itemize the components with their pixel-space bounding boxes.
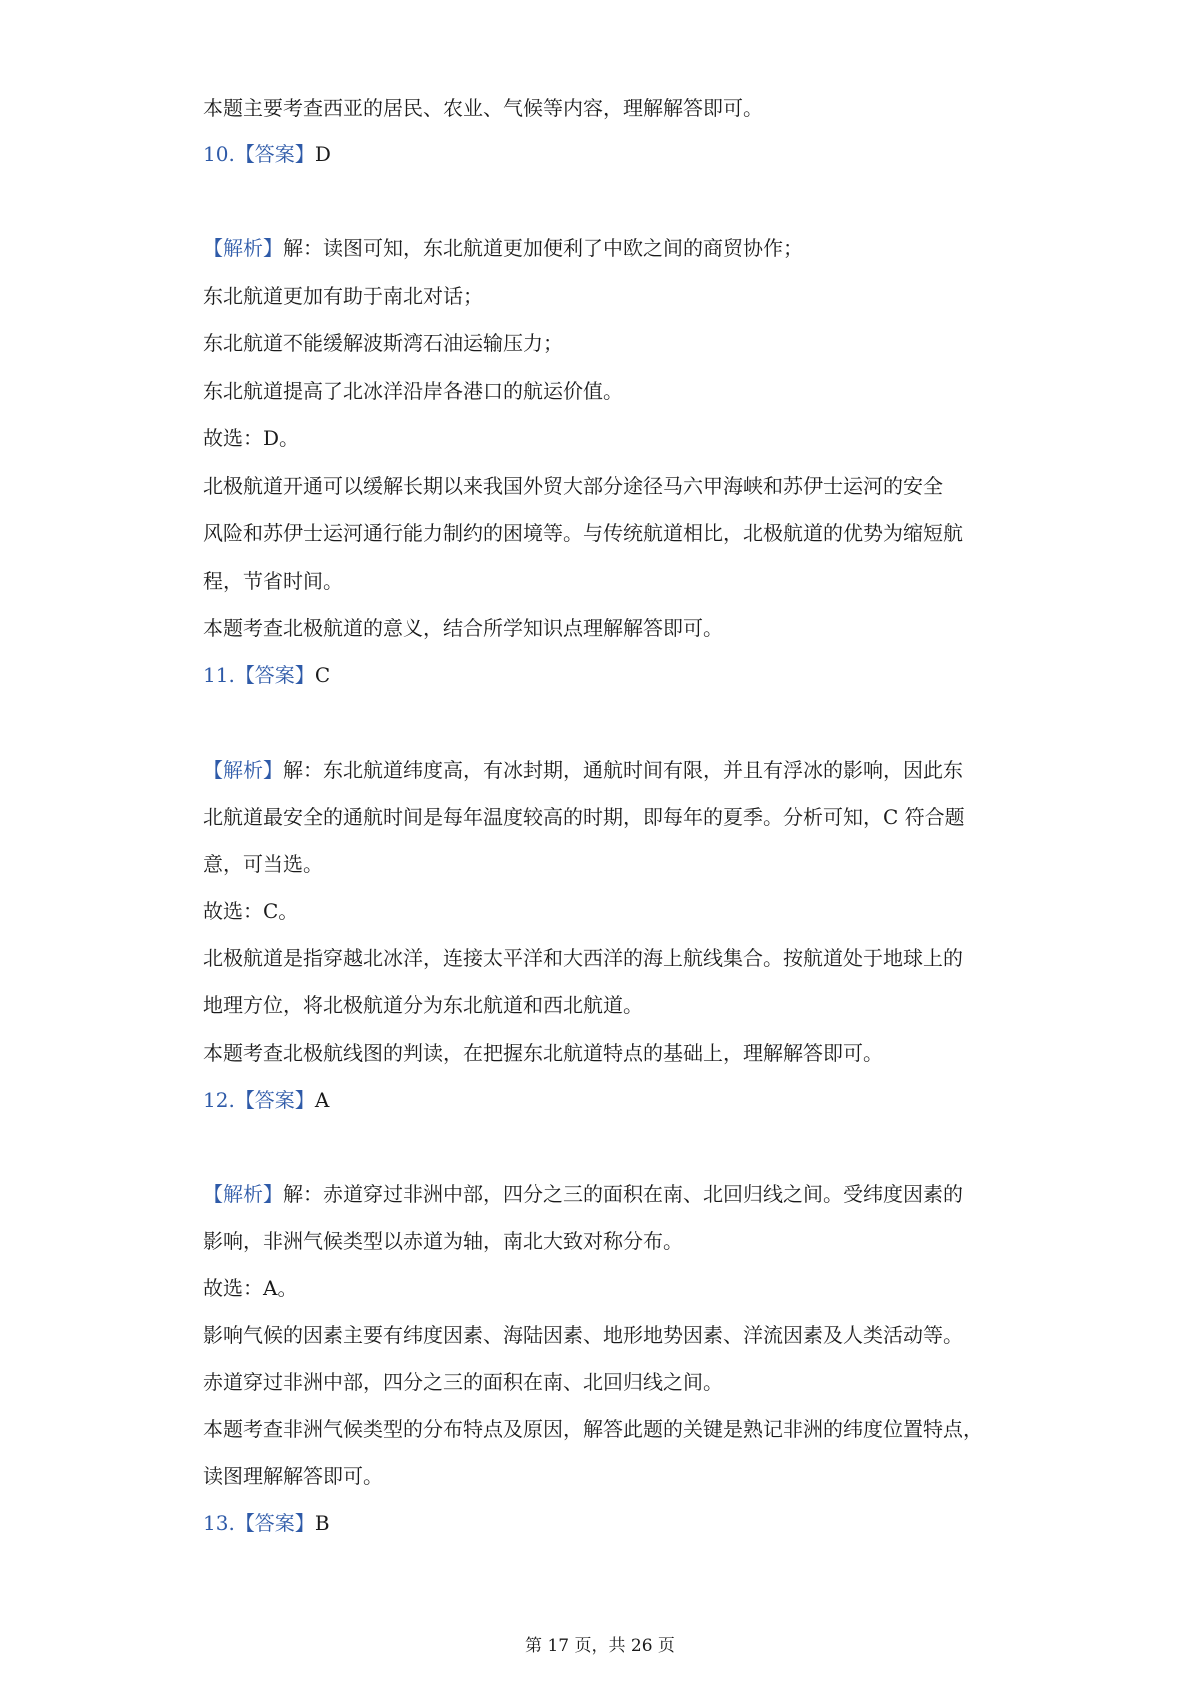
text-line: 本题考查北极航线图的判读，在把握东北航道特点的基础上，理解解答即可。 [203, 1041, 883, 1065]
answer-value: A [314, 1088, 330, 1112]
answer-value: C [314, 663, 331, 687]
text-line: 风险和苏伊士运河通行能力制约的困境等。与传统航道相比，北极航道的优势为缩短航 [203, 521, 963, 545]
text-line: 故选：A。 [203, 1276, 298, 1300]
text-line: 北航道最安全的通航时间是每年温度较高的时期，即每年的夏季。分析可知，C 符合题 [203, 805, 965, 829]
answer-value: D [314, 142, 331, 166]
answer-line-12 [203, 1086, 1033, 1114]
answer-line-13 [203, 1509, 1033, 1537]
answer-number: 11. [203, 663, 235, 687]
answer-value: B [314, 1511, 330, 1535]
text-line: 意，可当选。 [203, 852, 323, 876]
answer-number: 13. [203, 1511, 235, 1535]
analysis-line-10 [203, 234, 1033, 262]
answer-label: 【答案】 [234, 1088, 315, 1112]
text-line: 北极航道是指穿越北冰洋，连接太平洋和大西洋的海上航线集合。按航道处于地球上的 [203, 946, 963, 970]
answer-label: 【答案】 [234, 663, 315, 687]
text-line: 赤道穿过非洲中部，四分之三的面积在南、北回归线之间。 [203, 1370, 723, 1394]
text-line: 程，节省时间。 [203, 569, 343, 593]
answer-number: 10. [203, 142, 235, 166]
answer-line-10 [203, 140, 1033, 168]
text-line: 故选：C。 [203, 899, 299, 923]
analysis-text: 解：读图可知，东北航道更加便利了中欧之间的商贸协作； [283, 236, 803, 260]
text-line: 读图理解解答即可。 [203, 1464, 383, 1488]
answer-line-11 [203, 661, 1033, 689]
text-line: 影响气候的因素主要有纬度因素、海陆因素、地形地势因素、洋流因素及人类活动等。 [203, 1323, 963, 1347]
text-line: 本题考查非洲气候类型的分布特点及原因，解答此题的关键是熟记非洲的纬度位置特点， [203, 1417, 983, 1441]
text-line: 本题考查北极航道的意义，结合所学知识点理解解答即可。 [203, 616, 723, 640]
text-line: 东北航道不能缓解波斯湾石油运输压力； [203, 331, 563, 355]
analysis-line-11 [203, 756, 1033, 784]
analysis-label: 【解析】 [203, 1182, 283, 1206]
analysis-text: 解：东北航道纬度高，有冰封期，通航时间有限，并且有浮冰的影响，因此东 [283, 758, 963, 782]
text-line: 东北航道提高了北冰洋沿岸各港口的航运价值。 [203, 379, 623, 403]
answer-label: 【答案】 [234, 142, 315, 166]
analysis-line-12 [203, 1180, 1033, 1208]
text-line: 本题主要考查西亚的居民、农业、气候等内容，理解解答即可。 [203, 96, 763, 120]
text-line: 故选：D。 [203, 426, 300, 450]
text-line: 影响，非洲气候类型以赤道为轴，南北大致对称分布。 [203, 1229, 683, 1253]
analysis-label: 【解析】 [203, 236, 283, 260]
analysis-text: 解：赤道穿过非洲中部，四分之三的面积在南、北回归线之间。受纬度因素的 [283, 1182, 963, 1206]
page-footer: 第 17 页，共 26 页 [525, 1636, 675, 1656]
answer-number: 12. [203, 1088, 235, 1112]
answer-label: 【答案】 [234, 1511, 315, 1535]
text-line: 东北航道更加有助于南北对话； [203, 284, 483, 308]
text-line: 北极航道开通可以缓解长期以来我国外贸大部分途径马六甲海峡和苏伊士运河的安全 [203, 474, 943, 498]
text-line: 地理方位，将北极航道分为东北航道和西北航道。 [203, 993, 643, 1017]
analysis-label: 【解析】 [203, 758, 283, 782]
